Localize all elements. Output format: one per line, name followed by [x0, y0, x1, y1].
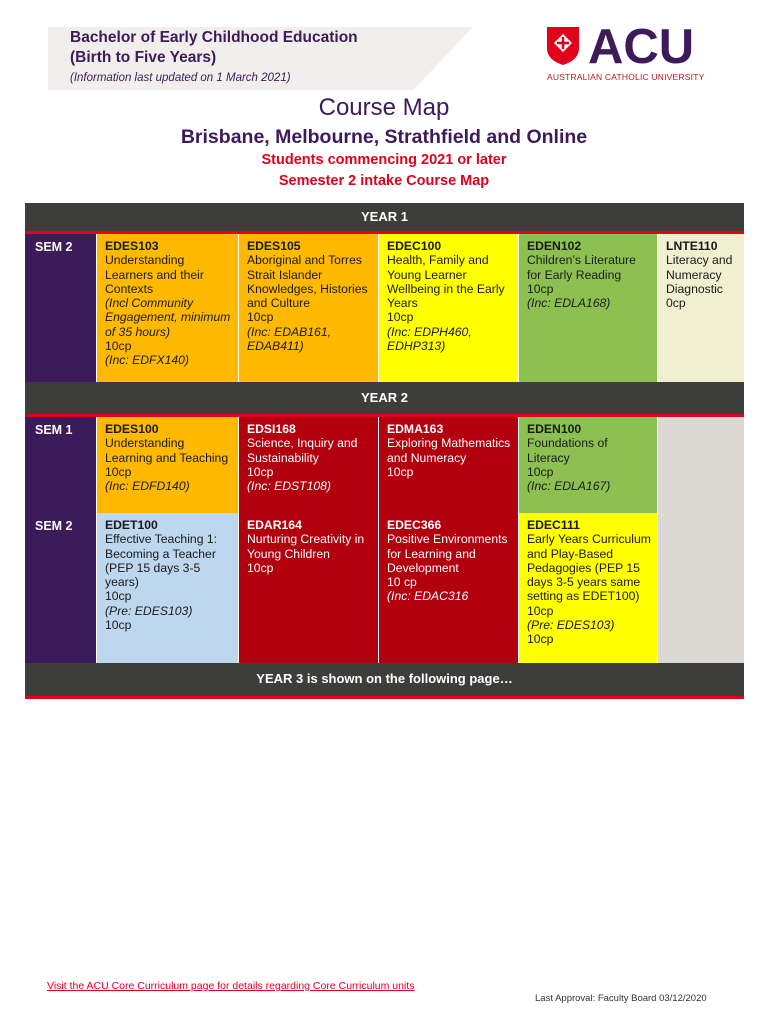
- unit-title: Early Years Curriculum and Play-Based Pedagogies (PEP 15 days 3-5 years same setting as EDET100): [527, 532, 651, 604]
- year-1-bar: YEAR 1: [25, 203, 744, 234]
- unit-credit-points: 10cp: [387, 464, 414, 479]
- unit-code: EDEC111: [527, 518, 580, 532]
- unit-credit-points: 10cp: [105, 589, 132, 604]
- unit-credit-points: 10cp: [247, 560, 274, 575]
- unit-card: [518, 234, 657, 382]
- unit-card: [378, 234, 518, 382]
- unit-code: EDES103: [105, 239, 159, 253]
- semester-label: SEM 2: [25, 234, 96, 382]
- unit-card: [238, 417, 378, 513]
- unit-credit-points: 10cp: [247, 310, 274, 325]
- unit-note: (Inc: EDFD140): [105, 479, 190, 494]
- acu-shield-icon: [546, 26, 580, 66]
- unit-code: EDET100: [105, 518, 158, 532]
- unit-card: [96, 417, 238, 513]
- page-title: Course Map: [318, 94, 450, 121]
- unit-code: EDES100: [105, 422, 159, 436]
- unit-code: EDMA163: [387, 422, 444, 436]
- year-3-note-bar: YEAR 3 is shown on the following page…: [25, 663, 744, 699]
- unit-note: (Inc: EDLA168): [527, 296, 611, 311]
- unit-title: Aboriginal and Torres Strait Islander Knowledges, Histories and Culture: [247, 253, 368, 311]
- unit-card: [657, 234, 744, 382]
- unit-note: (Pre: EDES103): [527, 618, 615, 633]
- unit-credit-points: 10cp: [247, 464, 274, 479]
- unit-credit-points: 10cp: [105, 339, 132, 354]
- last-updated: (Information last updated on 1 March 2021): [70, 72, 291, 84]
- unit-title: Exploring Mathematics and Numeracy: [387, 436, 511, 465]
- unit-note: (Inc: EDLA167): [527, 479, 611, 494]
- campuses-subtitle: Brisbane, Melbourne, Strathfield and Online: [180, 126, 588, 148]
- unit-card: [96, 513, 238, 663]
- unit-code: EDSI168: [247, 422, 296, 436]
- unit-note: (Pre: EDES103): [105, 603, 193, 618]
- unit-credit-points-2: 10cp: [527, 632, 554, 647]
- unit-code: LNTE110: [666, 239, 718, 253]
- unit-note: (Inc: EDST108): [247, 479, 331, 494]
- unit-card: [378, 417, 518, 513]
- unit-note: (Inc: EDFX140): [105, 353, 189, 368]
- unit-code: EDEN100: [527, 422, 582, 436]
- unit-title: Positive Environments for Learning and Development: [387, 532, 508, 575]
- unit-code: EDEC366: [387, 518, 442, 532]
- unit-card: [378, 513, 518, 663]
- unit-title: Understanding Learners and their Contexts: [105, 253, 204, 296]
- unit-credit-points: 10cp: [105, 464, 132, 479]
- unit-code: EDES105: [247, 239, 301, 253]
- unit-credit-points-2: 10cp: [105, 618, 132, 633]
- unit-title: Science, Inquiry and Sustainability: [247, 436, 358, 465]
- unit-credit-points: 10cp: [527, 464, 554, 479]
- unit-title: Understanding Learning and Teaching: [105, 436, 229, 465]
- unit-card: [238, 513, 378, 663]
- semester-label: SEM 1: [25, 417, 96, 513]
- unit-card: [238, 234, 378, 382]
- program-title-line2: (Birth to Five Years): [70, 49, 217, 66]
- year-2-bar: YEAR 2: [25, 382, 744, 417]
- commencing-note: Students commencing 2021 or later: [261, 152, 507, 168]
- course-map-table: [25, 203, 744, 699]
- logo-text: ACU: [588, 20, 695, 74]
- unit-requirement: (Incl Community Engagement, minimum of 35 hours): [105, 296, 231, 339]
- unit-credit-points: 10cp: [527, 281, 554, 296]
- unit-credit-points: 10 cp: [387, 575, 417, 590]
- unit-code: EDEN102: [527, 239, 582, 253]
- unit-credit-points: 0cp: [666, 296, 686, 311]
- program-title-line1: Bachelor of Early Childhood Education: [70, 29, 358, 46]
- intake-note: Semester 2 intake Course Map: [278, 173, 490, 189]
- unit-card: [96, 234, 238, 382]
- unit-note: (Inc: EDAB161, EDAB411): [247, 324, 331, 354]
- unit-card: [518, 513, 657, 663]
- unit-title: Effective Teaching 1: Becoming a Teacher (PEP 15 days 3-5 years): [105, 532, 218, 590]
- unit-code: EDAR164: [247, 518, 302, 532]
- empty-unit-slot: [657, 417, 744, 663]
- approval-note: Last Approval: Faculty Board 03/12/2020: [535, 993, 707, 1004]
- unit-title: Children’s Literature for Early Reading: [527, 253, 636, 282]
- unit-title: Nurturing Creativity in Young Children: [247, 532, 365, 561]
- unit-title: Foundations of Literacy: [527, 436, 608, 465]
- semester-label: SEM 2: [25, 513, 96, 663]
- unit-title: Literacy and Numeracy Diagnostic: [666, 253, 733, 296]
- program-title: [70, 28, 358, 68]
- unit-credit-points: 10cp: [527, 603, 554, 618]
- unit-card: [518, 417, 657, 513]
- unit-note: (Inc: EDAC316: [387, 589, 469, 604]
- logo-subtitle: AUSTRALIAN CATHOLIC UNIVERSITY: [547, 72, 705, 82]
- unit-credit-points: 10cp: [387, 310, 414, 325]
- unit-code: EDEC100: [387, 239, 442, 253]
- unit-title: Health, Family and Young Learner Wellbeing in the Early Years: [387, 253, 505, 311]
- unit-note: (Inc: EDPH460, EDHP313): [387, 324, 472, 354]
- core-curriculum-link[interactable]: Visit the ACU Core Curriculum page for details regarding Core Curriculum units: [47, 980, 415, 992]
